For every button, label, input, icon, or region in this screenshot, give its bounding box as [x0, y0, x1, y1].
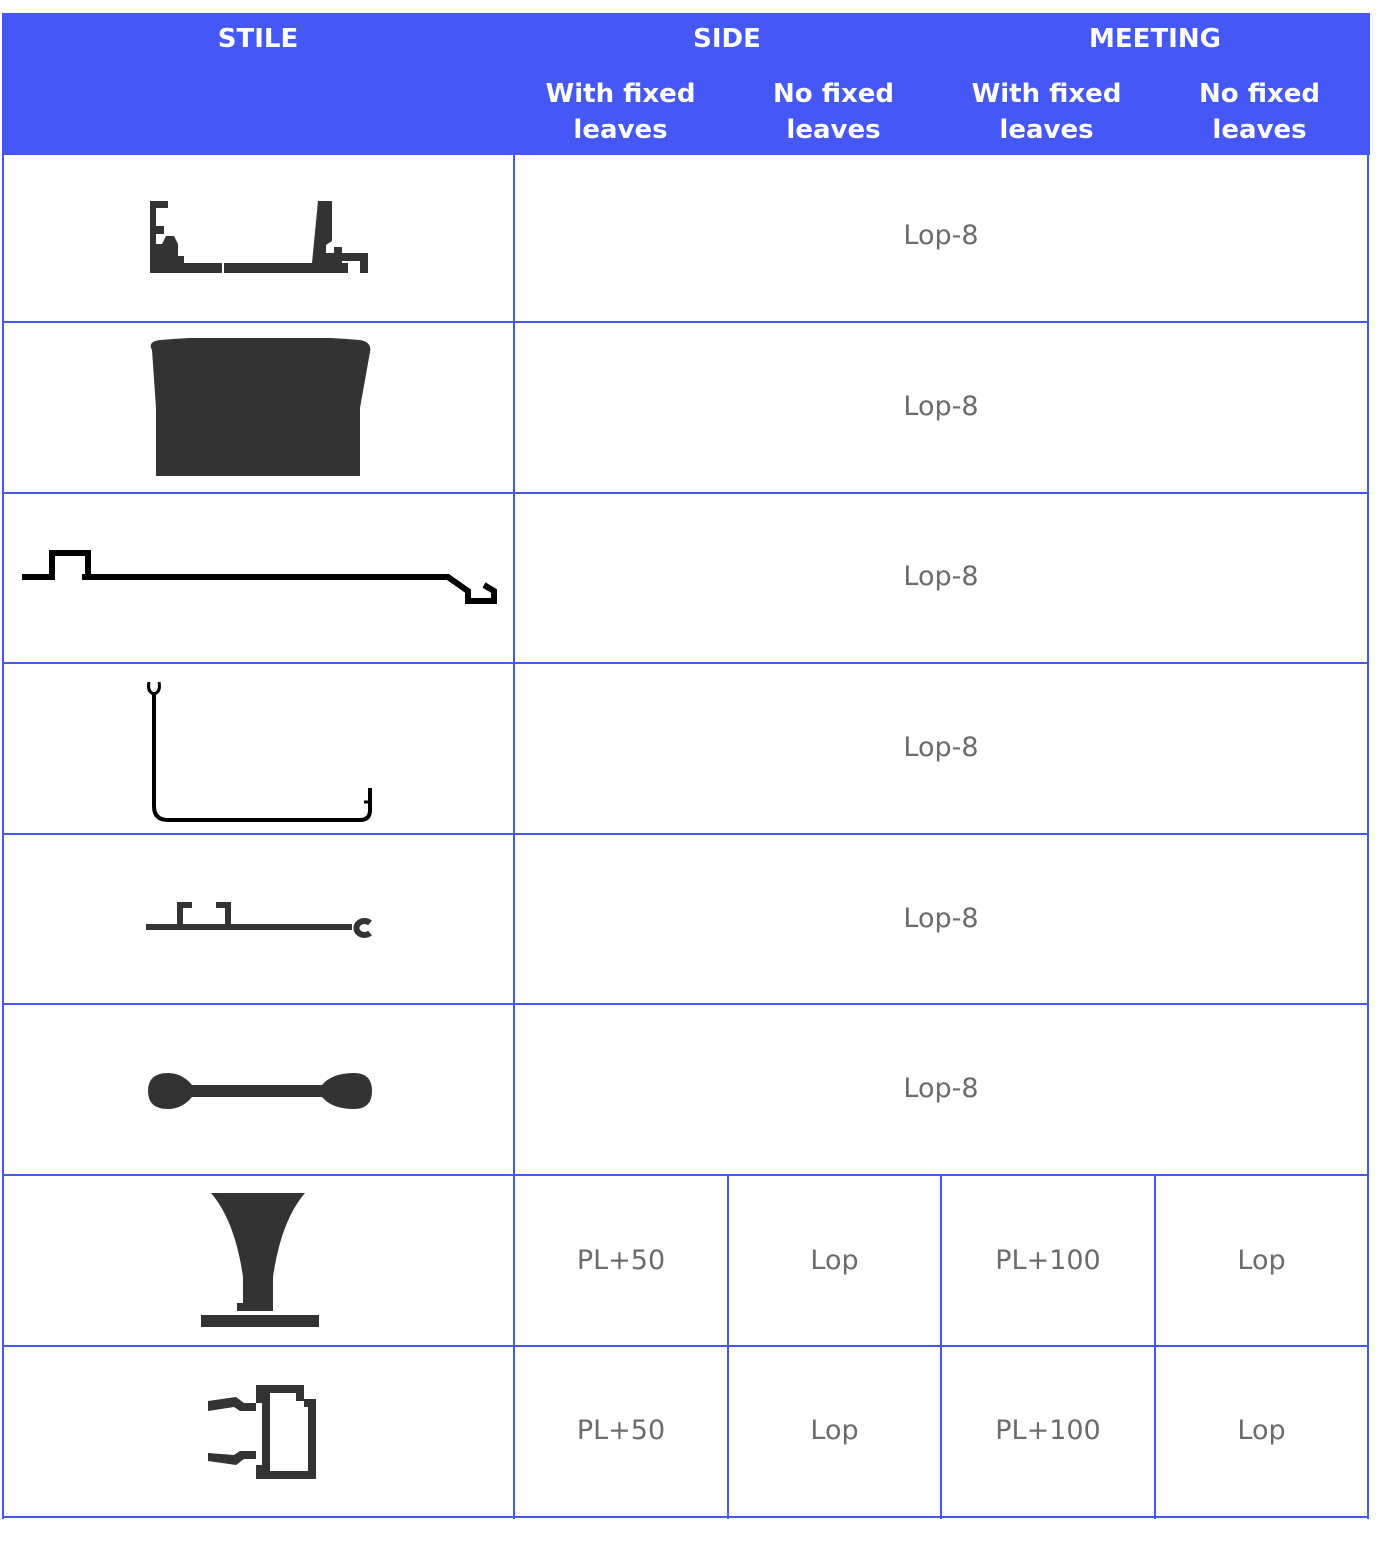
header-meeting-no-fixed: No fixed leaves	[1199, 79, 1320, 145]
t-profile-icon	[197, 1191, 327, 1333]
row-line	[2, 492, 1369, 494]
solid-block-profile-icon	[142, 338, 382, 478]
row-line	[2, 662, 1369, 664]
table-header	[2, 13, 1370, 155]
row-7-side-no-fixed: Lop	[810, 1245, 859, 1276]
header-side-no-fixed: No fixed leaves	[773, 79, 894, 145]
row-7-meeting-no-fixed: Lop	[1237, 1245, 1286, 1276]
clip-profile-icon	[200, 1381, 330, 1491]
row-7-meeting-with-fixed: PL+100	[995, 1245, 1101, 1276]
divider-col-4	[1154, 1176, 1156, 1519]
stile-table	[2, 13, 1370, 1519]
row-8-meeting-with-fixed: PL+100	[995, 1415, 1101, 1446]
row-8-meeting-no-fixed: Lop	[1237, 1415, 1286, 1446]
row-3-value: Lop-8	[903, 561, 979, 592]
row-line	[2, 1345, 1369, 1347]
header-meeting: MEETING	[1089, 24, 1221, 54]
header-stile: STILE	[217, 24, 299, 54]
row-line	[2, 1174, 1369, 1176]
divider-col-2	[727, 1176, 729, 1519]
row-5-value: Lop-8	[903, 903, 979, 934]
flat-bar-profile-icon	[20, 543, 500, 613]
row-8-side-no-fixed: Lop	[810, 1415, 859, 1446]
row-2-value: Lop-8	[903, 391, 979, 422]
header-side: SIDE	[693, 24, 761, 54]
border-left	[2, 155, 4, 1519]
channel-profile-icon	[142, 193, 372, 283]
row-7-side-with-fixed: PL+50	[576, 1245, 666, 1276]
border-right	[1367, 155, 1369, 1519]
row-line	[2, 1003, 1369, 1005]
u-channel-profile-icon	[142, 678, 382, 828]
row-line	[2, 833, 1369, 835]
dumbbell-profile-icon	[142, 1063, 382, 1123]
row-4-value: Lop-8	[903, 732, 979, 763]
header-meeting-with-fixed: With fixed leaves	[971, 79, 1122, 145]
row-1-value: Lop-8	[903, 220, 979, 251]
small-flat-profile-icon	[142, 893, 382, 963]
divider-stile	[513, 155, 515, 1519]
row-6-value: Lop-8	[903, 1073, 979, 1104]
row-line	[2, 321, 1369, 323]
border-bottom	[2, 1516, 1369, 1518]
divider-col-3	[940, 1176, 942, 1519]
row-8-side-with-fixed: PL+50	[576, 1415, 666, 1446]
header-side-with-fixed: With fixed leaves	[545, 79, 696, 145]
